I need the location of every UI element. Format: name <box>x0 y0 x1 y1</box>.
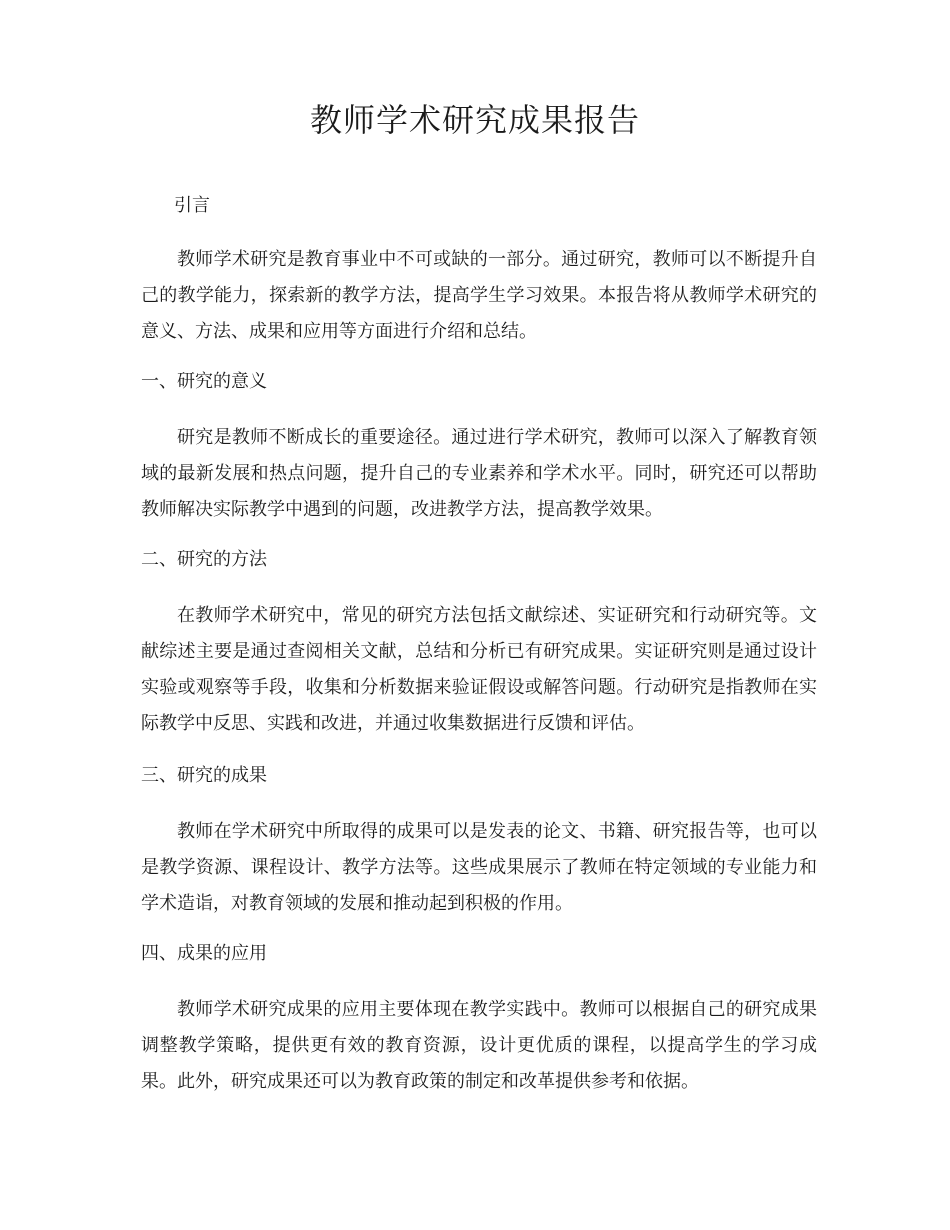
section-heading-application: 四、成果的应用 <box>141 943 267 964</box>
intro-paragraph: 教师学术研究是教育事业中不可或缺的一部分。通过研究，教师可以不断提升自己的教学能力，探索新的教学方法，提高学生学习效果。本报告将从教师学术研究的意义、方法、成果和应用等方面进行介绍和总结。 <box>141 249 817 342</box>
section-paragraph-methods: 在教师学术研究中，常见的研究方法包括文献综述、实证研究和行动研究等。文献综述主要是通过查阅相关文献，总结和分析已有研究成果。实证研究则是通过设计实验或观察等手段，收集和分析数据来验证假设或解答问题。行动研究是指教师在实际教学中反思、实践和改进，并通过收集数据进行反馈和评估。 <box>141 605 817 734</box>
section-heading-methods: 二、研究的方法 <box>141 549 267 570</box>
section-heading-results: 三、研究的成果 <box>141 765 267 786</box>
intro-label: 引言 <box>174 195 210 216</box>
section-paragraph-significance: 研究是教师不断成长的重要途径。通过进行学术研究，教师可以深入了解教育领域的最新发展和热点问题，提升自己的专业素养和学术水平。同时，研究还可以帮助教师解决实际教学中遇到的问题，改进教学方法，提高教学效果。 <box>141 427 817 520</box>
section-paragraph-results: 教师在学术研究中所取得的成果可以是发表的论文、书籍、研究报告等，也可以是教学资源、课程设计、教学方法等。这些成果展示了教师在特定领域的专业能力和学术造诣，对教育领域的发展和推动起到积极的作用。 <box>141 821 817 914</box>
page-title: 教师学术研究成果报告 <box>309 101 640 139</box>
section-paragraph-application: 教师学术研究成果的应用主要体现在教学实践中。教师可以根据自己的研究成果调整教学策略，提供更有效的教育资源，设计更优质的课程，以提高学生的学习成果。此外，研究成果还可以为教育政策的制定和改革提供参考和依据。 <box>141 999 817 1092</box>
section-heading-significance: 一、研究的意义 <box>141 371 267 392</box>
